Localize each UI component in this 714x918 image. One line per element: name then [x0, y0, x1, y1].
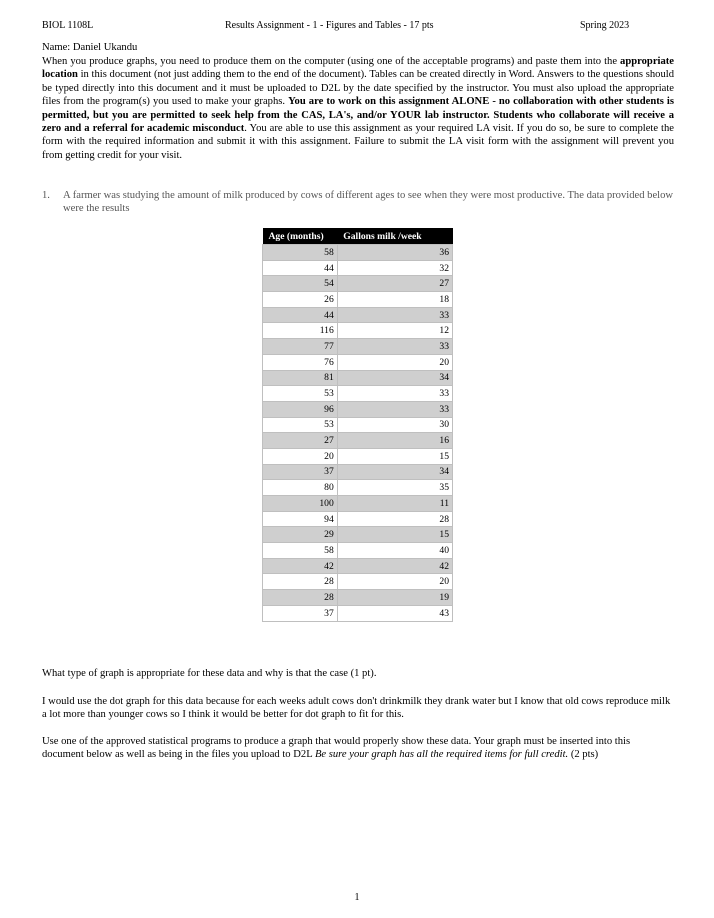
gallons-cell: 19: [337, 590, 452, 606]
gallons-cell: 18: [337, 292, 452, 308]
instructions-text-3: . You are able to use this assignment as your required LA visit. If you do so, be sure to complete the form with the required information and submit it with this assignment. Failure to submit the LA visit form with the assignment will prevent you from getting credit for your visit.: [42, 123, 674, 161]
table-row: [263, 543, 453, 559]
age-cell: 77: [263, 339, 338, 355]
age-cell: 26: [263, 292, 338, 308]
question-1-number: 1.: [42, 190, 50, 201]
age-cell: 80: [263, 480, 338, 496]
question-3: [42, 735, 674, 762]
gallons-cell: 30: [337, 417, 452, 433]
gallons-cell: 20: [337, 354, 452, 370]
instructions-bold-2: You are to work on this assignment ALONE - no collaboration with other students is permitted, but you are permitted to seek help from the CAS, LA's, and/or YOUR lab instructor. Students who collaborate will receive a zero and a referral for academic misconduct: [42, 96, 674, 135]
age-cell: 27: [263, 433, 338, 449]
table-row: [263, 323, 453, 339]
gallons-cell: 36: [337, 245, 452, 261]
age-cell: 29: [263, 527, 338, 543]
age-cell: 94: [263, 511, 338, 527]
gallons-cell: 11: [337, 496, 452, 512]
table-header-row: [263, 228, 453, 245]
question-1: [42, 189, 674, 216]
gallons-cell: 33: [337, 339, 452, 355]
age-cell: 28: [263, 590, 338, 606]
table-row: [263, 605, 453, 621]
gallons-cell: 33: [337, 401, 452, 417]
table-row: [263, 527, 453, 543]
table-row: [263, 307, 453, 323]
answer-2[interactable]: I would use the dot graph for this data because for each weeks adult cows don't drinkmilk they drank water but I know that old cows reproduce milk a lot more than younger cows so I think it would be better for dot graph to fit for this.: [42, 696, 671, 721]
table-row: [263, 401, 453, 417]
gallons-cell: 15: [337, 527, 452, 543]
gallons-cell: 33: [337, 307, 452, 323]
gallons-cell: 35: [337, 480, 452, 496]
table-row: [263, 448, 453, 464]
age-cell: 53: [263, 417, 338, 433]
age-cell: 28: [263, 574, 338, 590]
gallons-cell: 28: [337, 511, 452, 527]
table-row: [263, 480, 453, 496]
age-cell: 20: [263, 448, 338, 464]
table-row: [263, 354, 453, 370]
table-row: [263, 574, 453, 590]
age-cell: 54: [263, 276, 338, 292]
question-1-text: A farmer was studying the amount of milk produced by cows of different ages to see when they were most productive. The data provided below were the results: [63, 190, 674, 215]
table-row: [263, 339, 453, 355]
course-code: BIOL 1108L: [42, 20, 94, 31]
gallons-cell: 42: [337, 558, 452, 574]
table-row: [263, 417, 453, 433]
gallons-cell: 20: [337, 574, 452, 590]
table-row: [263, 590, 453, 606]
table-header-gallons: Gallons milk /week: [337, 228, 452, 245]
age-cell: 37: [263, 605, 338, 621]
question-2: What type of graph is appropriate for these data and why is that the case (1 pt).: [42, 668, 377, 679]
question-3-italic: Be sure your graph has all the required items for full credit.: [314, 749, 569, 761]
table-row: [263, 292, 453, 308]
gallons-cell: 32: [337, 260, 452, 276]
page-number: 1: [354, 892, 360, 903]
table-row: [263, 511, 453, 527]
term: Spring 2023: [580, 20, 630, 31]
table-row: [263, 464, 453, 480]
gallons-cell: 34: [337, 370, 452, 386]
age-cell: 53: [263, 386, 338, 402]
instructions-paragraph: [42, 55, 674, 162]
instructions-bold-1: appropriate location: [42, 56, 674, 81]
gallons-cell: 12: [337, 323, 452, 339]
table-row: [263, 386, 453, 402]
age-cell: 96: [263, 401, 338, 417]
table-row: [263, 276, 453, 292]
gallons-cell: 34: [337, 464, 452, 480]
table-row: [263, 558, 453, 574]
age-cell: 42: [263, 558, 338, 574]
age-cell: 81: [263, 370, 338, 386]
student-name[interactable]: Name: Daniel Ukandu: [42, 42, 138, 53]
instructions-text-2: in this document (not just adding them to the end of the document). Tables can be created directly in Word. Answers to the questions should be typed directly into this document and it must be uploaded to D2L by the date specified by the instructor. You must also upload the appropriate files from the program(s) you used to make your graphs.: [42, 69, 674, 108]
age-cell: 76: [263, 354, 338, 370]
age-cell: 44: [263, 307, 338, 323]
gallons-cell: 33: [337, 386, 452, 402]
milk-data-table: [262, 228, 453, 622]
age-cell: 58: [263, 543, 338, 559]
page-header: [42, 20, 672, 34]
instructions-text-1: When you produce graphs, you need to produce them on the computer (using one of the acceptable programs) and paste them into the: [42, 56, 621, 67]
gallons-cell: 16: [337, 433, 452, 449]
table-row: [263, 260, 453, 276]
table-header-age: Age (months): [263, 228, 338, 245]
table-row: [263, 245, 453, 261]
age-cell: 116: [263, 323, 338, 339]
gallons-cell: 15: [337, 448, 452, 464]
table-row: [263, 370, 453, 386]
gallons-cell: 43: [337, 605, 452, 621]
gallons-cell: 40: [337, 543, 452, 559]
gallons-cell: 27: [337, 276, 452, 292]
assignment-title: Results Assignment - 1 - Figures and Tables - 17 pts: [225, 20, 434, 31]
age-cell: 58: [263, 245, 338, 261]
age-cell: 37: [263, 464, 338, 480]
table-row: [263, 496, 453, 512]
table-row: [263, 433, 453, 449]
question-3-text: Use one of the approved statistical programs to produce a graph that would properly show these data. Your graph must be inserted into this document below as well as being in the files you upload to D2L: [42, 736, 631, 761]
question-3-points: (2 pts): [568, 749, 599, 761]
age-cell: 100: [263, 496, 338, 512]
age-cell: 44: [263, 260, 338, 276]
